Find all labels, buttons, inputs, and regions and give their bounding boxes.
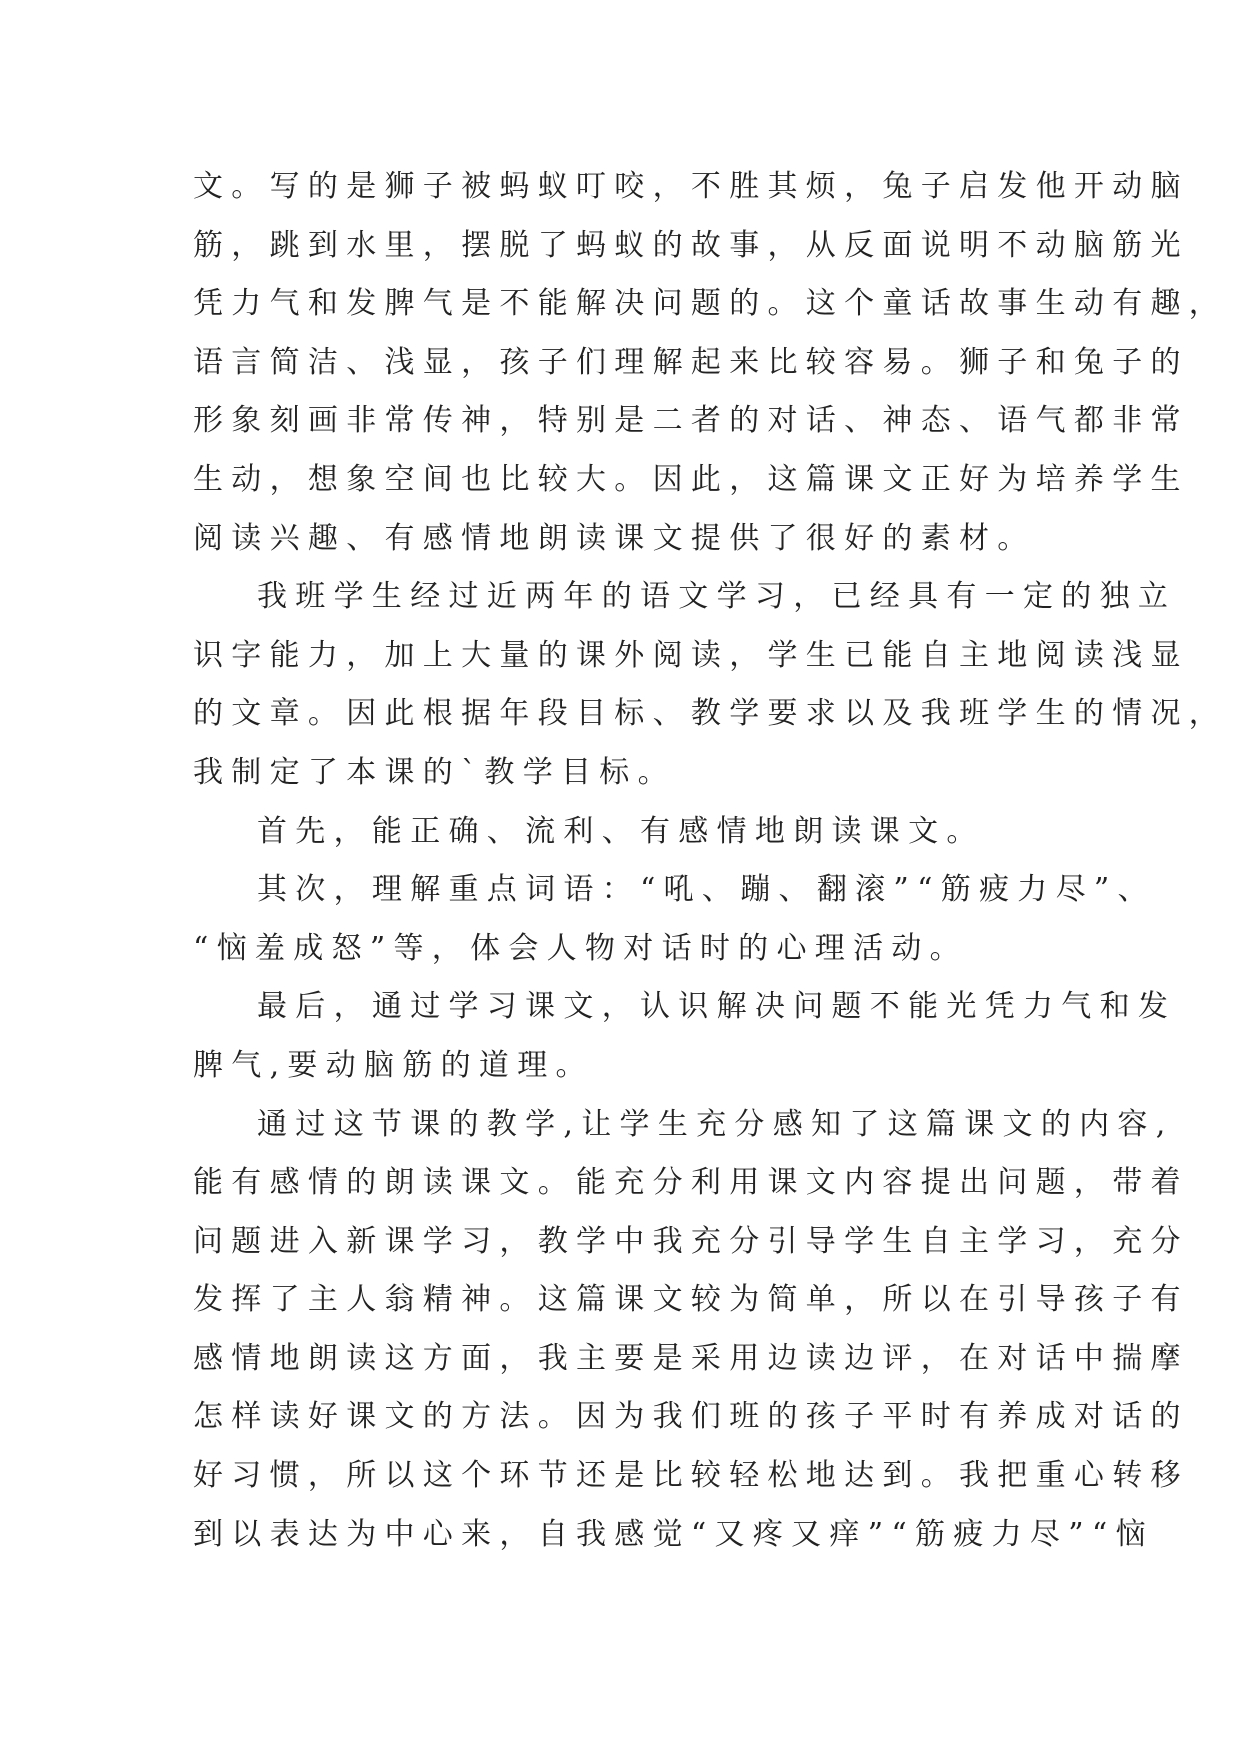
text-line: 发挥了主人翁精神。这篇课文较为简单，所以在引导孩子有 — [193, 1282, 1189, 1318]
text-line: 首先，能正确、流利、有感情地朗读课文。 — [257, 813, 985, 849]
text-line: 好习惯，所以这个环节还是比较轻松地达到。我把重心转移 — [193, 1458, 1189, 1494]
text-line: 到以表达为中心来，自我感觉“又疼又痒”“筋疲力尽”“恼 — [193, 1516, 1154, 1552]
body-text — [193, 158, 1228, 1564]
text-line: 我制定了本课的`教学目标。 — [193, 754, 676, 790]
text-line: 生动，想象空间也比较大。因此，这篇课文正好为培养学生 — [193, 461, 1189, 497]
text-line: 形象刻画非常传神，特别是二者的对话、神态、语气都非常 — [193, 403, 1189, 439]
text-line: 其次，理解重点词语：“吼、蹦、翻滚”“筋疲力尽”、 — [257, 872, 1156, 908]
text-line: 我班学生经过近两年的语文学习，已经具有一定的独立 — [257, 579, 1177, 615]
text-line: 识字能力，加上大量的课外阅读，学生已能自主地阅读浅显 — [193, 637, 1189, 673]
text-line: 筋，跳到水里，摆脱了蚂蚁的故事，从反面说明不动脑筋光 — [193, 227, 1189, 263]
text-line: 最后，通过学习课文，认识解决问题不能光凭力气和发 — [257, 989, 1177, 1025]
text-line: 怎样读好课文的方法。因为我们班的孩子平时有养成对话的 — [193, 1399, 1189, 1435]
text-line: “恼羞成怒”等，体会人物对话时的心理活动。 — [193, 930, 968, 966]
text-line: 阅读兴趣、有感情地朗读课文提供了很好的素材。 — [193, 520, 1036, 556]
text-line: 能有感情的朗读课文。能充分利用课文内容提出问题，带着 — [193, 1165, 1189, 1201]
text-line: 的文章。因此根据年段目标、教学要求以及我班学生的情况， — [193, 696, 1228, 732]
text-line: 脾气,要动脑筋的道理。 — [193, 1047, 594, 1083]
text-line: 感情地朗读这方面，我主要是采用边读边评，在对话中揣摩 — [193, 1340, 1189, 1376]
text-line: 文。写的是狮子被蚂蚁叮咬，不胜其烦，兔子启发他开动脑 — [193, 169, 1189, 204]
text-line: 凭力气和发脾气是不能解决问题的。这个童话故事生动有趣， — [193, 286, 1228, 322]
text-line: 问题进入新课学习，教学中我充分引导学生自主学习，充分 — [193, 1223, 1189, 1259]
text-line: 通过这节课的教学,让学生充分感知了这篇课文的内容, — [257, 1106, 1174, 1142]
text-line: 语言简洁、浅显，孩子们理解起来比较容易。狮子和兔子的 — [193, 344, 1189, 380]
